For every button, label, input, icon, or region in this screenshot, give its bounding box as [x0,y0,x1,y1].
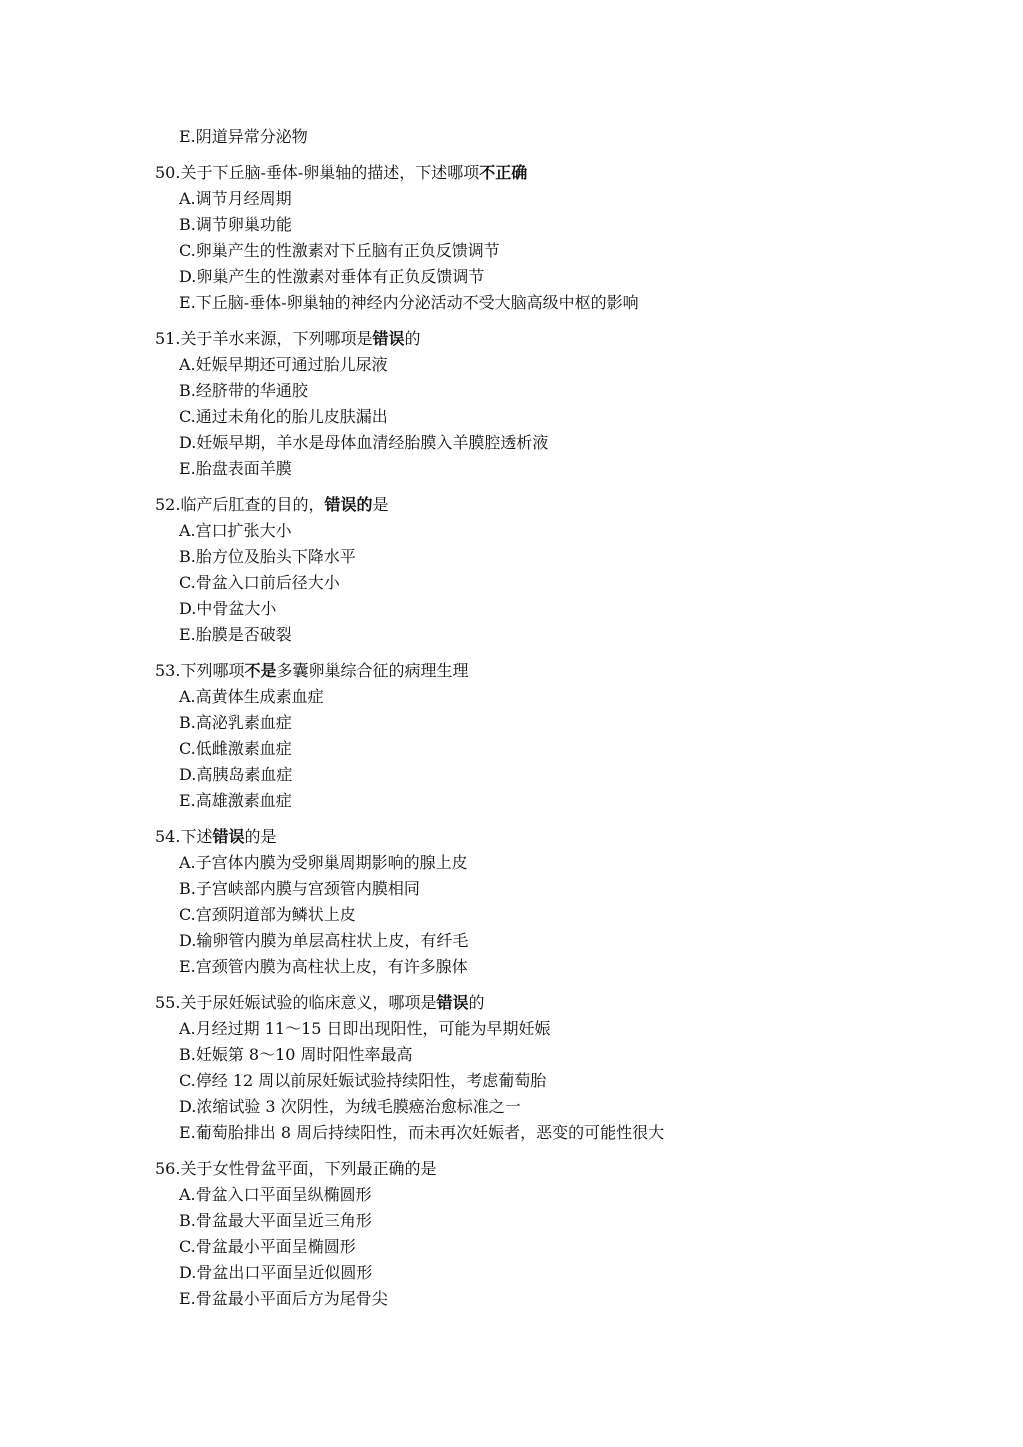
stem-text-tail: 多囊卵巢综合征的病理生理 [276,661,469,680]
option-d: D.骨盆出口平面呈近似圆形 [179,1263,373,1282]
option-b: B.妊娠第 8～10 周时阳性率最高 [179,1045,413,1064]
question-list [155,124,975,1312]
option-a: A.子宫体内膜为受卵巢周期影响的腺上皮 [179,853,468,872]
option-c: C.宫颈阴道部为鳞状上皮 [179,905,356,924]
option-c: C.低雌激素血症 [179,739,292,758]
option-b: B.调节卵巢功能 [179,215,292,234]
stem-emphasis: 错误 [212,827,245,846]
option-c: C.通过未角化的胎儿皮肤漏出 [179,407,388,426]
question-stem [155,658,975,684]
question-55 [155,990,975,1146]
option-e: E.葡萄胎排出 8 周后持续阳性，而未再次妊娠者，恶变的可能性很大 [179,1123,665,1142]
stem-emphasis: 错误的 [324,495,373,514]
option-b: B.骨盆最大平面呈近三角形 [179,1211,372,1230]
question-number: 56. [155,1159,181,1178]
option-e: E.骨盆最小平面后方为尾骨尖 [179,1289,388,1308]
option-e: E.高雄激素血症 [179,791,292,810]
stem-text-tail: 的 [404,329,421,348]
question-52 [155,492,975,648]
question-54 [155,824,975,980]
question-number: 52. [155,495,181,514]
option-b: B.经脐带的华通胶 [179,381,308,400]
question-stem [155,492,975,518]
question-56 [155,1156,975,1312]
option-c: C.骨盆入口前后径大小 [179,573,340,592]
question-number: 51. [155,329,181,348]
option-a: A.骨盆入口平面呈纵椭圆形 [179,1185,372,1204]
option-e: E.胎盘表面羊膜 [179,459,292,478]
option-d: D.浓缩试验 3 次阴性，为绒毛膜癌治愈标准之一 [179,1097,521,1116]
question-number: 54. [155,827,181,846]
option-c: C.骨盆最小平面呈椭圆形 [179,1237,356,1256]
question-number: 55. [155,993,181,1012]
option-b: B.子宫峡部内膜与宫颈管内膜相同 [179,879,420,898]
stem-emphasis: 错误 [436,993,469,1012]
stem-emphasis: 不正确 [479,163,528,182]
option-e: E.下丘脑-垂体-卵巢轴的神经内分泌活动不受大脑高级中枢的影响 [179,293,639,312]
question-stem [155,824,975,850]
question-53 [155,658,975,814]
option-d: D.高胰岛素血症 [179,765,293,784]
question-stem [155,160,975,186]
question-stem [155,990,975,1016]
stem-text: 下列哪项 [180,661,245,680]
question-number: 53. [155,661,181,680]
question-stem [155,326,975,352]
option-b: B.高泌乳素血症 [179,713,292,732]
option-e: E.胎膜是否破裂 [179,625,292,644]
stem-text-tail: 的 [468,993,485,1012]
option-a: A.高黄体生成素血症 [179,687,324,706]
question-number: 50. [155,163,181,182]
option-a: A.月经过期 11～15 日即出现阳性，可能为早期妊娠 [179,1019,551,1038]
stem-text: 关于尿妊娠试验的临床意义，哪项是 [180,993,437,1012]
stem-text: 关于女性骨盆平面，下列最正确的是 [180,1159,437,1178]
option-c: C.卵巢产生的性激素对下丘脑有正负反馈调节 [179,241,500,260]
stem-text: 关于下丘脑-垂体-卵巢轴的描述，下述哪项 [180,163,480,182]
stem-emphasis: 不是 [244,661,277,680]
option-d: D.妊娠早期，羊水是母体血清经胎膜入羊膜腔透析液 [179,433,549,452]
stem-text-tail: 是 [372,495,389,514]
question-50 [155,160,975,316]
stem-text-tail: 的是 [244,827,277,846]
option-d: D.输卵管内膜为单层高柱状上皮，有纤毛 [179,931,469,950]
stem-text: 临产后肛查的目的， [180,495,325,514]
option-d: D.中骨盆大小 [179,599,277,618]
option-a: A.妊娠早期还可通过胎儿尿液 [179,355,388,374]
question-stem [155,1156,975,1182]
stem-text: 下述 [180,827,213,846]
question-51 [155,326,975,482]
stem-emphasis: 错误 [372,329,405,348]
option-d: D.卵巢产生的性激素对垂体有正负反馈调节 [179,267,485,286]
prev-question-option-e: E.阴道异常分泌物 [179,127,308,146]
stem-text: 关于羊水来源，下列哪项是 [180,329,373,348]
option-a: A.宫口扩张大小 [179,521,292,540]
option-e: E.宫颈管内膜为高柱状上皮，有许多腺体 [179,957,468,976]
option-c: C.停经 12 周以前尿妊娠试验持续阳性，考虑葡萄胎 [179,1071,547,1090]
option-b: B.胎方位及胎头下降水平 [179,547,356,566]
option-a: A.调节月经周期 [179,189,292,208]
